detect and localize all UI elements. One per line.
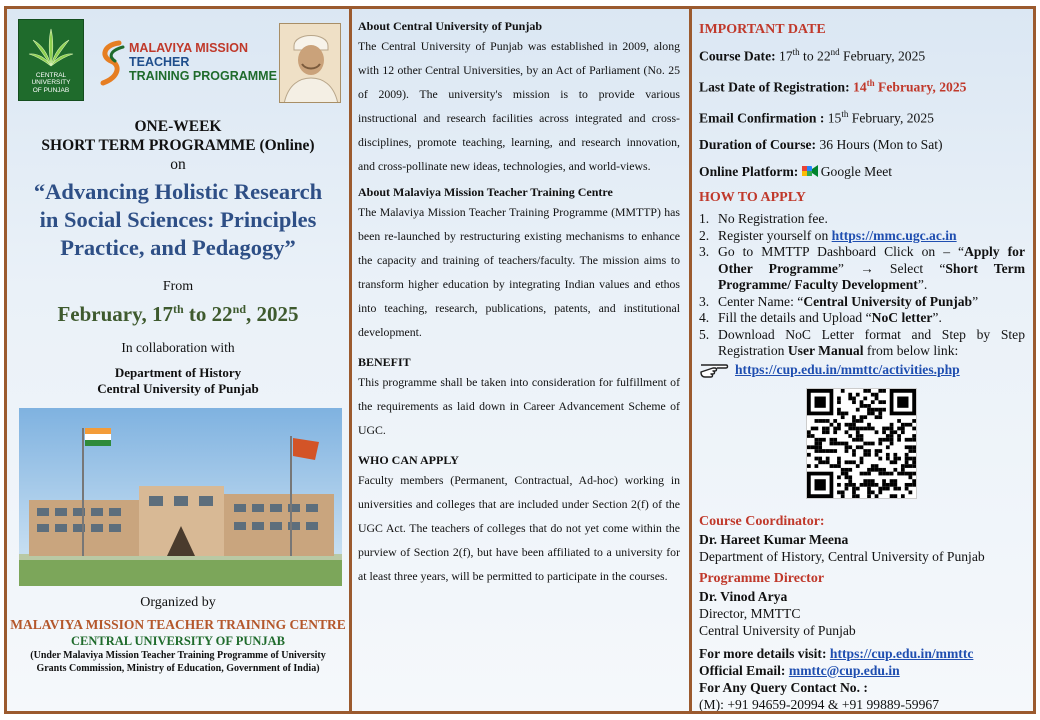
programme-title-line-2: in Social Sciences: Principles <box>39 207 317 232</box>
director-heading: Programme Director <box>699 570 825 586</box>
programme-type-line-2: SHORT TERM PROGRAMME (Online) <box>41 137 315 154</box>
last-date-label: Last Date of Registration: <box>699 79 850 95</box>
dept-line-2: Central University of Punjab <box>97 381 259 396</box>
step-5-b: NoC letter <box>871 310 933 326</box>
about-cu-text: The Central University of Punjab was established in 2009, along with 12 other Central Universities, by an Act of Parliament (No. 25 of 2009). The university's mission is to provide various instructional and research facilities across integrated and cross-disciplines, promote teaching, learning, and research innovation, and cross-pollinate new ideas, technologies, and world-views. <box>358 39 680 173</box>
date-part-2: to 22 <box>183 302 233 326</box>
course-date-sup-a: th <box>792 47 800 57</box>
director-org: Central University of Punjab <box>699 622 856 638</box>
step-1-text: No Registration fee. <box>718 211 828 227</box>
step-3-d: Short Term Programme/ Faculty Development <box>718 260 1026 293</box>
cu-logo <box>18 19 84 101</box>
organizer-university: CENTRAL UNIVERSITY OF PUNJAB <box>70 634 286 648</box>
step-2-text: Register yourself on <box>718 227 832 243</box>
official-email-label: Official Email: <box>699 662 786 678</box>
step-3-e: ”. <box>917 277 928 293</box>
list-item: 4. Fill the details and Upload “NoC letter”. <box>699 310 942 326</box>
last-date-sup: th <box>866 78 875 89</box>
about-cu-heading: About Central University of Punjab <box>358 19 543 33</box>
course-date-c: February, 2025 <box>839 48 926 64</box>
cu-logo-text-3: OF PUNJAB <box>32 86 70 94</box>
qr-code-icon <box>807 389 916 498</box>
coordinator-dept: Department of History, Central University of Punjab <box>699 548 985 564</box>
mmttp-logo <box>97 39 277 89</box>
programme-type-line-1: ONE-WEEK <box>134 118 222 135</box>
from-text: From <box>162 279 194 294</box>
step-4-c: ” <box>972 293 979 309</box>
benefit-text: This programme shall be taken into consideration for fulfillment of the requirements as laid down in Career Advancement Scheme of UGC. <box>358 375 680 437</box>
logo-row <box>7 9 349 101</box>
email-confirmation-row <box>699 101 1025 132</box>
how-to-apply-heading: HOW TO APPLY <box>699 190 806 206</box>
step-6-b: User Manual <box>787 343 864 359</box>
mmc-ugc-link[interactable]: https://mmc.ugc.ac.in <box>831 227 957 243</box>
qr-code[interactable] <box>806 388 917 499</box>
mmttp-logo-line-3: TRAINING PROGRAMME <box>129 69 277 83</box>
step-3-c: ” → Select “ <box>837 260 946 276</box>
last-date-a: 14 <box>849 79 867 95</box>
cu-logo-text-2: UNIVERSITY <box>31 79 71 87</box>
course-date-sup-b: nd <box>830 47 840 57</box>
duration-row <box>699 132 1025 159</box>
date-sup-1: th <box>172 302 184 316</box>
brochure <box>4 6 1036 714</box>
about-mmttc-text: The Malaviya Mission Teacher Training Programme (MMTTP) has been re-launched by restructuring existing mechanisms to enhance the capacity and training of teachers/faculty. The mission aims to transform higher education by integrating Indian values and ethos into teaching, research, publications, patents, and institutional development. <box>358 205 680 339</box>
activities-link[interactable]: https://cup.edu.in/mmttc/activities.php <box>735 361 960 377</box>
mmttp-logo-line-2: TEACHER <box>129 55 190 69</box>
last-date-b: February, 2025 <box>874 79 967 95</box>
programme-title <box>13 178 343 262</box>
list-item: 1. No Registration fee. <box>699 211 828 227</box>
duration-value: 36 Hours (Mon to Sat) <box>816 137 943 153</box>
list-item: 5. Download NoC Letter format and Step by Step Registration User Manual from below link: <box>699 326 1025 359</box>
email-conf-sup: th <box>841 109 849 120</box>
important-date-heading: IMPORTANT DATE <box>699 22 826 37</box>
mmttp-logo-line-1: MALAVIYA MISSION <box>129 41 248 55</box>
middle-column <box>352 9 692 711</box>
campus-building-icon <box>19 408 342 586</box>
coordinator-name: Dr. Hareet Kumar Meena <box>699 531 849 547</box>
portrait-figure-icon <box>280 24 341 103</box>
on-text: on <box>170 156 186 173</box>
query-contact-label: For Any Query Contact No. : <box>699 679 868 695</box>
step-3-b: Apply for Other Programme <box>718 244 1025 276</box>
list-item: 2. Register yourself on https://mmc.ugc.ac.in <box>699 227 957 243</box>
official-email-row <box>699 662 1025 679</box>
step-6-a: Download NoC Letter format and Step by Step Registration <box>718 326 1025 359</box>
date-sup-2: nd <box>232 302 247 316</box>
activities-link-row <box>699 361 1025 378</box>
platform-row <box>699 159 1025 188</box>
step-5-c: ”. <box>932 310 942 326</box>
organizer-note: (Under Malaviya Mission Teacher Training Programme of University Grants Commission, Ministry of Education, Government of India) <box>30 650 326 674</box>
course-date-b: to 22 <box>799 48 831 64</box>
apply-steps <box>699 211 1025 360</box>
step-4-a: Center Name: “ <box>718 293 804 309</box>
pointing-hand-icon <box>699 357 729 383</box>
portrait-image <box>279 23 341 103</box>
director-title: Director, MMTTC <box>699 605 801 621</box>
course-date-row <box>699 39 1025 70</box>
step-6-c: from below link: <box>863 343 959 359</box>
leaf-emblem-icon <box>28 26 74 70</box>
email-conf-a: 15 <box>824 110 842 126</box>
date-part-1: February, 17 <box>57 302 173 326</box>
organized-by-label: Organized by <box>140 595 216 610</box>
who-can-apply-heading: WHO CAN APPLY <box>358 453 459 467</box>
collaboration-text: In collaboration with <box>121 340 235 355</box>
director-name: Dr. Vinod Arya <box>699 588 788 604</box>
more-details-row <box>699 645 1025 662</box>
list-item: 3. Go to MMTTP Dashboard Click on – “Apply for Other Programme” → Select “Short Term Programme/ Faculty Development”. <box>699 244 1026 293</box>
cu-logo-text-1: CENTRAL <box>35 72 67 79</box>
platform-label: Online Platform: <box>699 163 799 179</box>
last-date-row <box>699 70 1025 101</box>
mmttc-website-link[interactable]: https://cup.edu.in/mmttc <box>829 645 974 661</box>
coordinator-heading: Course Coordinator: <box>699 513 825 529</box>
list-item: 3. Center Name: “Central University of Punjab” <box>699 293 979 309</box>
collaborating-department <box>7 365 349 397</box>
left-column <box>7 9 352 711</box>
about-mmttc-heading: About Malaviya Mission Teacher Training Centre <box>358 185 613 199</box>
organizer-name: MALAVIYA MISSION TEACHER TRAINING CENTRE <box>10 617 346 632</box>
official-email-link[interactable]: mmttc@cup.edu.in <box>788 662 900 678</box>
mmttp-swirl-icon <box>97 39 127 87</box>
more-details-label: For more details visit: <box>699 645 827 661</box>
google-meet-icon <box>802 161 818 188</box>
who-can-apply-text: Faculty members (Permanent, Contractual, Ad-hoc) working in universities and colleges that are included under Section 2(f) of the UGC Act. The teachers of colleges that do not yet come within the purview of Section 2(f), but have been affiliated to a university for at least three years, will be permitted to participate in the courses. <box>358 473 680 583</box>
course-date-a: 17 <box>775 48 793 64</box>
right-column <box>692 9 1033 711</box>
duration-label: Duration of Course: <box>699 137 817 153</box>
date-part-3: , 2025 <box>246 302 299 326</box>
email-confirmation-label: Email Confirmation : <box>699 110 825 126</box>
step-4-b: Central University of Punjab <box>803 293 973 309</box>
programme-title-line-3: Practice, and Pedagogy” <box>60 235 296 260</box>
benefit-heading: BENEFIT <box>358 355 411 369</box>
phone-numbers: (M): +91 94659-20994 & +91 99889-59967 <box>699 696 939 711</box>
dept-line-1: Department of History <box>114 365 242 380</box>
step-3-a: Go to MMTTP Dashboard Click on – “ <box>718 244 965 260</box>
step-5-a: Fill the details and Upload “ <box>718 310 872 326</box>
platform-value: Google Meet <box>820 163 893 179</box>
course-date-label: Course Date: <box>699 48 776 64</box>
campus-photo <box>19 408 342 586</box>
programme-dates <box>7 296 349 327</box>
email-conf-b: February, 2025 <box>848 110 934 126</box>
programme-title-line-1: “Advancing Holistic Research <box>33 179 323 204</box>
